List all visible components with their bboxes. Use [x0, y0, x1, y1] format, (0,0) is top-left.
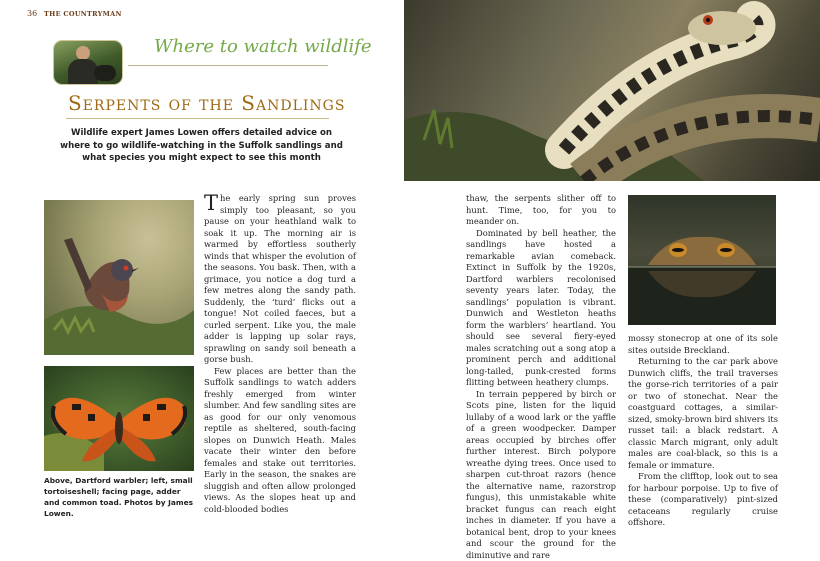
- adder-photo: [404, 0, 820, 181]
- photo-caption: Above, Dartford warbler; left, small tortoiseshell; facing page, adder and common toad. Photos by James Lowen.: [44, 475, 196, 519]
- drop-cap: T: [204, 194, 218, 212]
- article-title: Serpents of the Sandlings: [68, 91, 345, 115]
- title-rule: [66, 118, 329, 119]
- paragraph: mossy stonecrop at one of its sole sites outside Breckland.: [628, 333, 778, 356]
- author-photo: [54, 41, 122, 84]
- paragraph: thaw, the serpents slither off to hunt. Time, too, for you to meander on.: [466, 193, 616, 228]
- paragraph: he early spring sun proves simply too pleasant, so you pause on your heathland walk to soak it up. The morning air is warmed by effortless southerly winds that whisper the evolution of the seasons. You bask. Then, with a grimace, you notice a dog turd a few metres along the sandy path. Suddenly, the ‘turd’ flicks out a tongue! Not coiled faeces, but a curled serpent. Like you, the male adder is lapping up solar rays, sprawling on sandy soil beneath a gorse bush.: [204, 193, 356, 364]
- standfirst: Wildlife expert James Lowen offers detailed advice on where to go wildlife-watching in the Suffolk sandlings and what species you might expect to see this month: [58, 127, 345, 165]
- paragraph: From the clifftop, look out to sea for harbour porpoise. Up to five of these (comparatively) pint-sized cetaceans regularly cruise offshore.: [628, 471, 778, 529]
- section-kicker: Where to watch wildlife: [154, 36, 372, 57]
- body-column-1: [204, 193, 356, 515]
- body-column-2: [466, 193, 616, 561]
- kicker-rule: [128, 65, 328, 66]
- common-toad-photo: [628, 195, 776, 325]
- page-number: 36: [27, 9, 37, 18]
- dartford-warbler-photo: [44, 200, 194, 355]
- paragraph: Few places are better than the Suffolk sandlings to watch adders freshly emerged from winter slumber. And few sandling sites are as good for our only venomous reptile as sheltered, south-facing slopes on Dunwich Heath. Males vacate their winter den before females and stake out territories. Early in the season, the snakes are sluggish and often allow prolonged views. As the slopes heat up and cold-blooded bodies: [204, 366, 356, 516]
- paragraph: Dominated by bell heather, the sandlings have hosted a remarkable avian comeback. Extinct in Suffolk by the 1920s, Dartford warblers recolonised seventy years later. Today, the sandlings’ population is vibrant. Dunwich and Westleton heaths form the warblers’ heartland. You should see several fiery-eyed males scratching out a song atop a prominent perch and additional long-tailed, punk-crested forms flitting between heathery clumps.: [466, 228, 616, 389]
- paragraph: In terrain peppered by birch or Scots pine, listen for the liquid lullaby of a wood lark or the yaffle of a green woodpecker. Damper areas occupied by birches offer further interest. Birch polypore wreathe dying trees. Once used to sharpen cut-throat razors (hence the alternative name, razorstrop fungus), this unmistakable white bracket fungus can reach eight inches in diameter. If you have a botanical bent, drop to your knees and scour the ground for the diminutive and rare: [466, 389, 616, 561]
- magazine-name: THE COUNTRYMAN: [44, 10, 122, 18]
- small-tortoiseshell-photo: [44, 366, 194, 471]
- body-column-3: [628, 333, 778, 529]
- paragraph: Returning to the car park above Dunwich cliffs, the trail traverses the gorse-rich territories of a pair or two of stonechat. Near the coastguard cottages, a similar-sized, smoky-brown bird shivers its russet tail: a black redstart. A classic March migrant, only adult males are coal-black, so this is a female or immature.: [628, 356, 778, 471]
